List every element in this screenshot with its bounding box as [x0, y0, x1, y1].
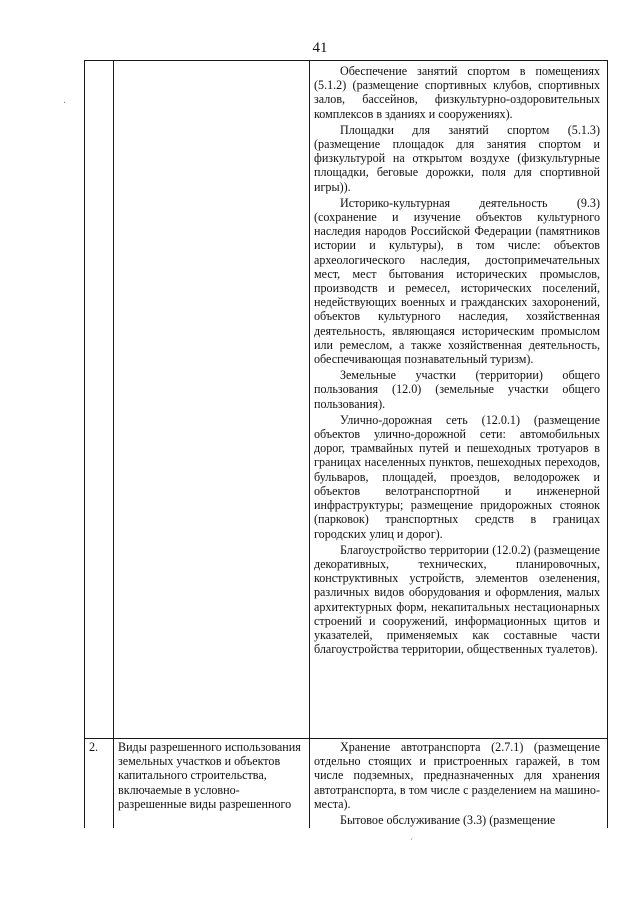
row2-category-label: Виды разрешенного использования земельных участков и объектов капитального строительства, включаемые в условно-разрешенные виды разрешенного [118, 740, 301, 811]
paragraph-landscaping: Благоустройство территории (12.0.2) (размещение декоративных, технических, планировочных, конструктивных устройств, элементов озеленения, различных видов оборудования и оформления, малых архитектурных форм, некапитальных нестационарных строений и сооружений, информационных щитов и указателей, применяемых как составные части благоустройства территории, общественных туалетов). [314, 542, 600, 657]
table-left-border [84, 60, 85, 828]
scan-speck: · [63, 98, 67, 109]
row2-number: 2. [89, 740, 99, 754]
paragraph-sports-grounds: Площадки для занятий спортом (5.1.3) (размещение площадок для занятия спортом и физкультурой на открытом воздухе (физкультурные площадки, беговые дорожки, поля для спортивной игры)). [314, 122, 600, 194]
scan-speck: ˊ [410, 838, 414, 849]
table-right-border [607, 60, 608, 828]
paragraph-household-services: Бытовое обслуживание (3.3) (размещение [340, 813, 556, 828]
table-row-divider [84, 738, 608, 739]
row2-category-cell [118, 740, 308, 811]
row2-permitted-uses-cell [314, 740, 600, 827]
table-col-divider-1 [113, 60, 114, 828]
paragraph-public-land: Земельные участки (территории) общего пользования (12.0) (земельные участки общего пользования). [314, 368, 600, 411]
page-number: 41 [312, 40, 328, 56]
table-col-divider-2 [309, 60, 310, 828]
paragraph-sports-indoor: Обеспечение занятий спортом в помещениях (5.1.2) (размещение спортивных клубов, спортивных залов, бассейнов, физкультурно-оздоровительных комплексов в зданиях и сооружениях). [314, 64, 600, 121]
table-top-border [84, 60, 608, 61]
paragraph-historical-cultural: Историко-культурная деятельность (9.3) (сохранение и изучение объектов культурного наследия народов Российской Федерации (памятников истории и культуры), в том числе: объектов археологического наследия, достопримечательных мест, мест бытования исторических промыслов, производств и ремесел, исторических поселений, недействующих военных и гражданских захоронений, объектов культурного наследия, хозяйственная деятельность, являющаяся историческим промыслом или ремеслом, а также хозяйственная деятельность, обеспечивающая познавательный туризм). [314, 195, 600, 367]
paragraph-vehicle-storage: Хранение автотранспорта (2.7.1) (размещение отдельно стоящих и пристроенных гаражей, в том числе подземных, предназначенных для хранения автотранспорта, в том числе с разделением на машино-места). [314, 740, 600, 811]
row1-permitted-uses-cell [314, 64, 600, 656]
paragraph-street-road-network: Улично-дорожная сеть (12.0.1) (размещение объектов улично-дорожной сети: автомобильных дорог, трамвайных путей и пешеходных тротуаров в границах населенных пунктов, пешеходных переходов, бульваров, площадей, проездов, велодорожек и объектов велотранспортной и инженерной инфраструктуры; размещение придорожных стоянок (парковок) транспортных средств в границах городских улиц и дорог). [314, 412, 600, 541]
